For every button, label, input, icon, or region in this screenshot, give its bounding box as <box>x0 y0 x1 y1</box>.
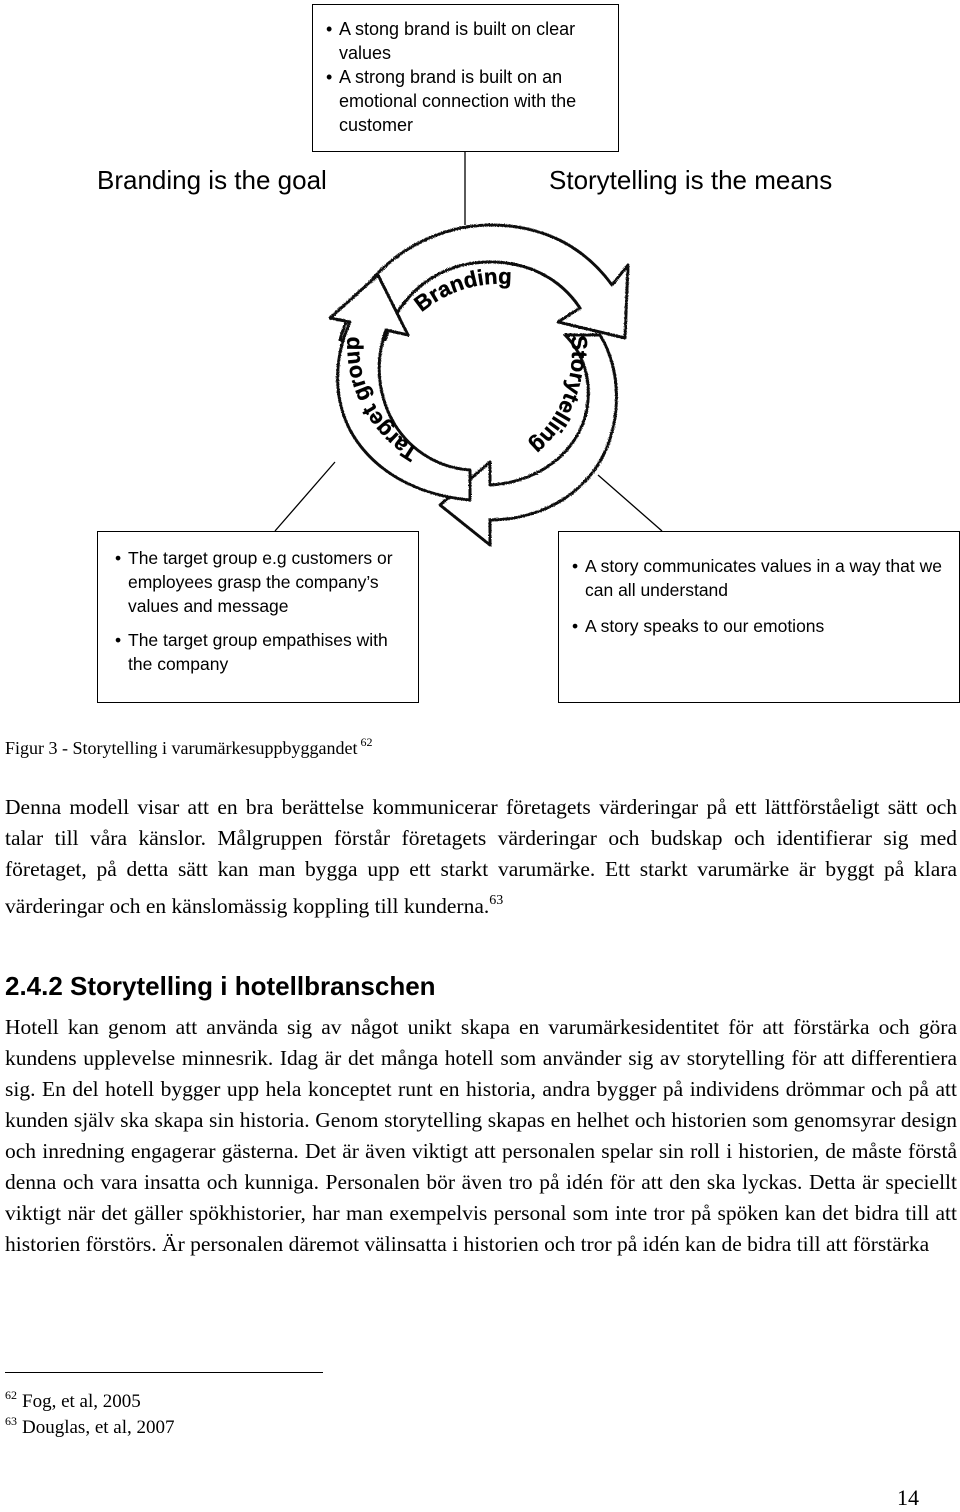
top-box-brand-values <box>312 4 619 152</box>
footnote-number: 62 <box>5 1388 17 1402</box>
figure-caption-ref: 62 <box>360 735 373 749</box>
label-storytelling-means: Storytelling is the means <box>549 165 833 195</box>
connector-line-left <box>275 462 335 531</box>
cycle-label-storytelling: Storytelling <box>525 334 593 460</box>
footnote-divider <box>5 1372 323 1373</box>
section-heading: 2.4.2 Storytelling i hotellbranschen <box>5 971 436 1001</box>
left-box-item: • The target group empathises with the company <box>112 628 410 676</box>
right-box-story <box>558 531 960 703</box>
connector-line-right <box>598 475 662 531</box>
left-box-item: • The target group e.g customers or employees grasp the company’s values and message <box>112 546 410 618</box>
cycle-label-branding: Branding <box>409 263 513 317</box>
top-box-item: • A strong brand is built on an emotional connection with the customer <box>323 65 610 137</box>
cycle-label-target-group: Target group <box>338 336 422 467</box>
right-box-item: • A story communicates values in a way that we can all understand <box>569 554 953 602</box>
footnote-text: Douglas, et al, 2007 <box>22 1417 175 1438</box>
footnote-63 <box>5 1409 175 1440</box>
left-box-target-group <box>97 531 419 703</box>
page-number: 14 <box>897 1485 919 1510</box>
body-paragraph-2: Hotell kan genom att använda sig av något unikt skapa en varumärkesidentitet för att förstärka och göra kundens upplevelse minnesrik. Idag är det många hotell som använder sig av storytelling för att differentiera sig. En del hotell bygger upp hela konceptet runt en historia, andra bygger på individens drömmar och på att kunden själv ska skapa sin historia. Genom storytelling skapas en helhet och historien som genomsyrar design och inredning engagerar gästerna. Det är även viktigt att personalen spelar sin roll i historien, de måste förstå denna och vara insatta och kunniga. Personalen bör även tro på idén för att den ska lyckas. Detta är speciellt viktigt när det gäller spökhistorier, har man exempelvis personal som inte tror på spöken kan det bidra till att historien förstörs. Är personalen däremot välinsatta i historien och tror på idén kan de bidra till att förstärka <box>5 1015 957 1256</box>
label-branding-goal: Branding is the goal <box>97 165 327 195</box>
right-box-item: • A story speaks to our emotions <box>569 614 953 638</box>
body-paragraph-1 <box>5 792 957 952</box>
figure-caption-text: Figur 3 - Storytelling i varumärkesuppbyggandet <box>5 738 358 758</box>
footnote-text: Fog, et al, 2005 <box>22 1391 141 1412</box>
figure-caption <box>5 735 372 759</box>
footnote-number: 63 <box>5 1414 17 1428</box>
top-box-item: • A stong brand is built on clear values <box>323 17 610 65</box>
paragraph-1-text: Denna modell visar att en bra berättelse kommunicerar företagets värderingar på ett lättförståeligt sätt och talar till våra känslor. Målgruppen förstår företagets värderingar och budskap och identifierar sig med företaget, på detta sätt kan man bygga upp ett starkt varumärke. Ett starkt varumärke är byggt på klara värderingar och en känslomässig koppling till kunderna. <box>5 795 957 918</box>
paragraph-1-ref: 63 <box>489 893 504 908</box>
